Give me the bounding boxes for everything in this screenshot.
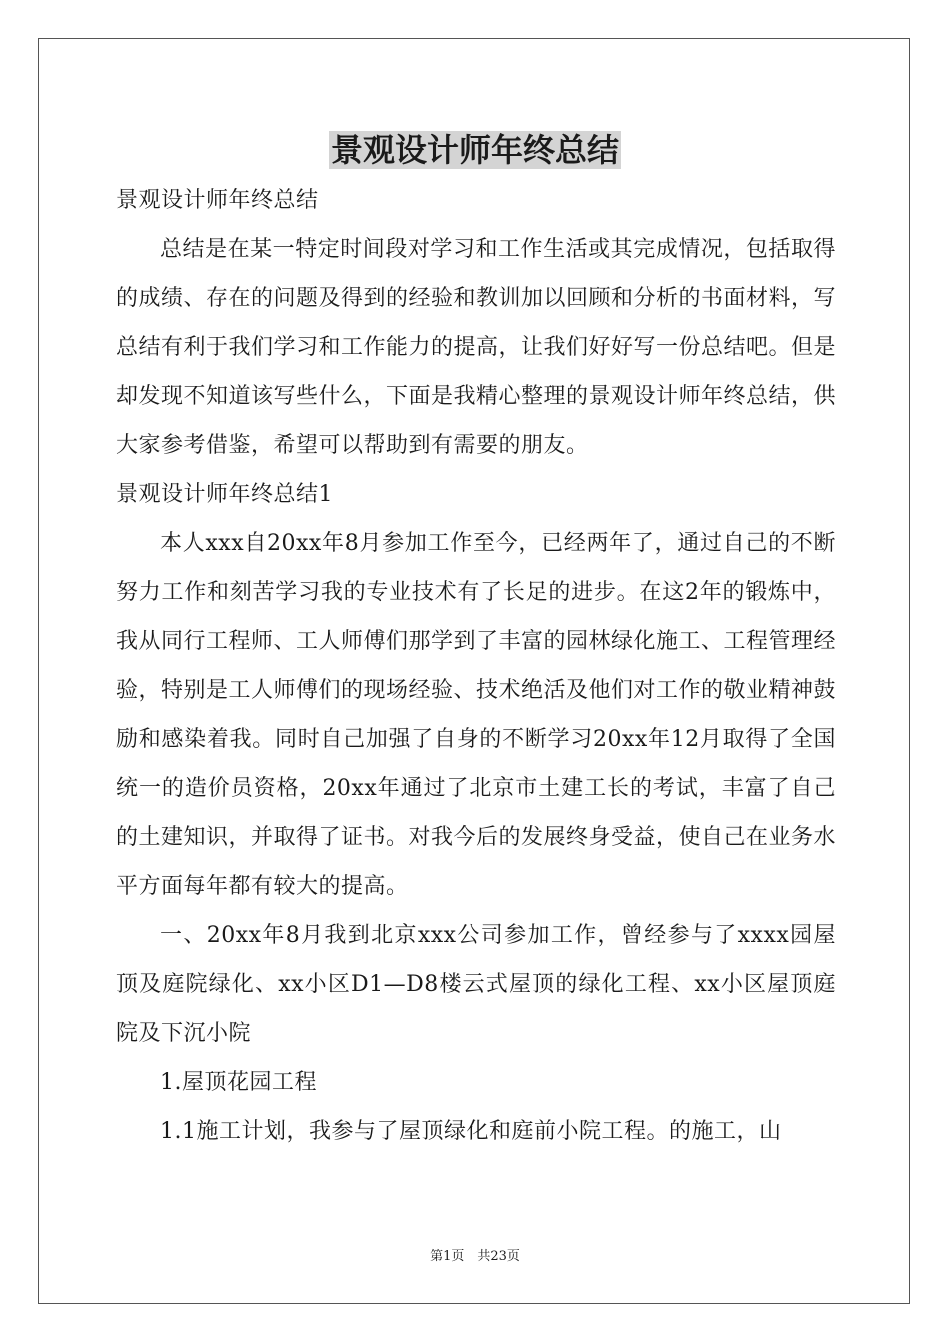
document-title-text: 景观设计师年终总结 xyxy=(330,131,619,169)
body-paragraph: 本人xxx自20xx年8月参加工作至今，已经两年了，通过自己的不断努力工作和刻苦学习我的专业技术有了长足的进步。在这2年的锻炼中，我从同行工程师、工人师傅们那学到了丰富的园林绿化施工、工程管理经验，特别是工人师傅们的现场经验、技术绝活及他们对工作的敬业精神鼓励和感染着我。同时自己加强了自身的不断学习20xx年12月取得了全国统一的造价员资格，20xx年通过了北京市土建工长的考试，丰富了自己的土建知识，并取得了证书。对我今后的发展终身受益，使自己在业务水平方面每年都有较大的提高。 xyxy=(116,531,837,899)
subtitle-paragraph: 景观设计师年终总结 xyxy=(116,188,319,213)
page-number: 第1页 共23页 xyxy=(430,1249,520,1264)
document-title xyxy=(0,128,950,172)
subsection-heading: 1.屋顶花园工程 xyxy=(160,1070,317,1095)
body-paragraph: 1.1施工计划，我参与了屋顶绿化和庭前小院工程。的施工，山 xyxy=(160,1119,782,1144)
page-footer xyxy=(0,1248,950,1266)
body-paragraph: 一、20xx年8月我到北京xxx公司参加工作，曾经参与了xxxx园屋顶及庭院绿化、xx小区D1—D8楼云式屋顶的绿化工程、xx小区屋顶庭院及下沉小院 xyxy=(116,923,836,1046)
document-body xyxy=(116,176,836,1156)
section-heading: 景观设计师年终总结1 xyxy=(116,482,333,507)
intro-paragraph: 总结是在某一特定时间段对学习和工作生活或其完成情况，包括取得的成绩、存在的问题及得到的经验和教训加以回顾和分析的书面材料，写总结有利于我们学习和工作能力的提高，让我们好好写一份总结吧。但是却发现不知道该写些什么，下面是我精心整理的景观设计师年终总结，供大家参考借鉴，希望可以帮助到有需要的朋友。 xyxy=(116,237,837,458)
